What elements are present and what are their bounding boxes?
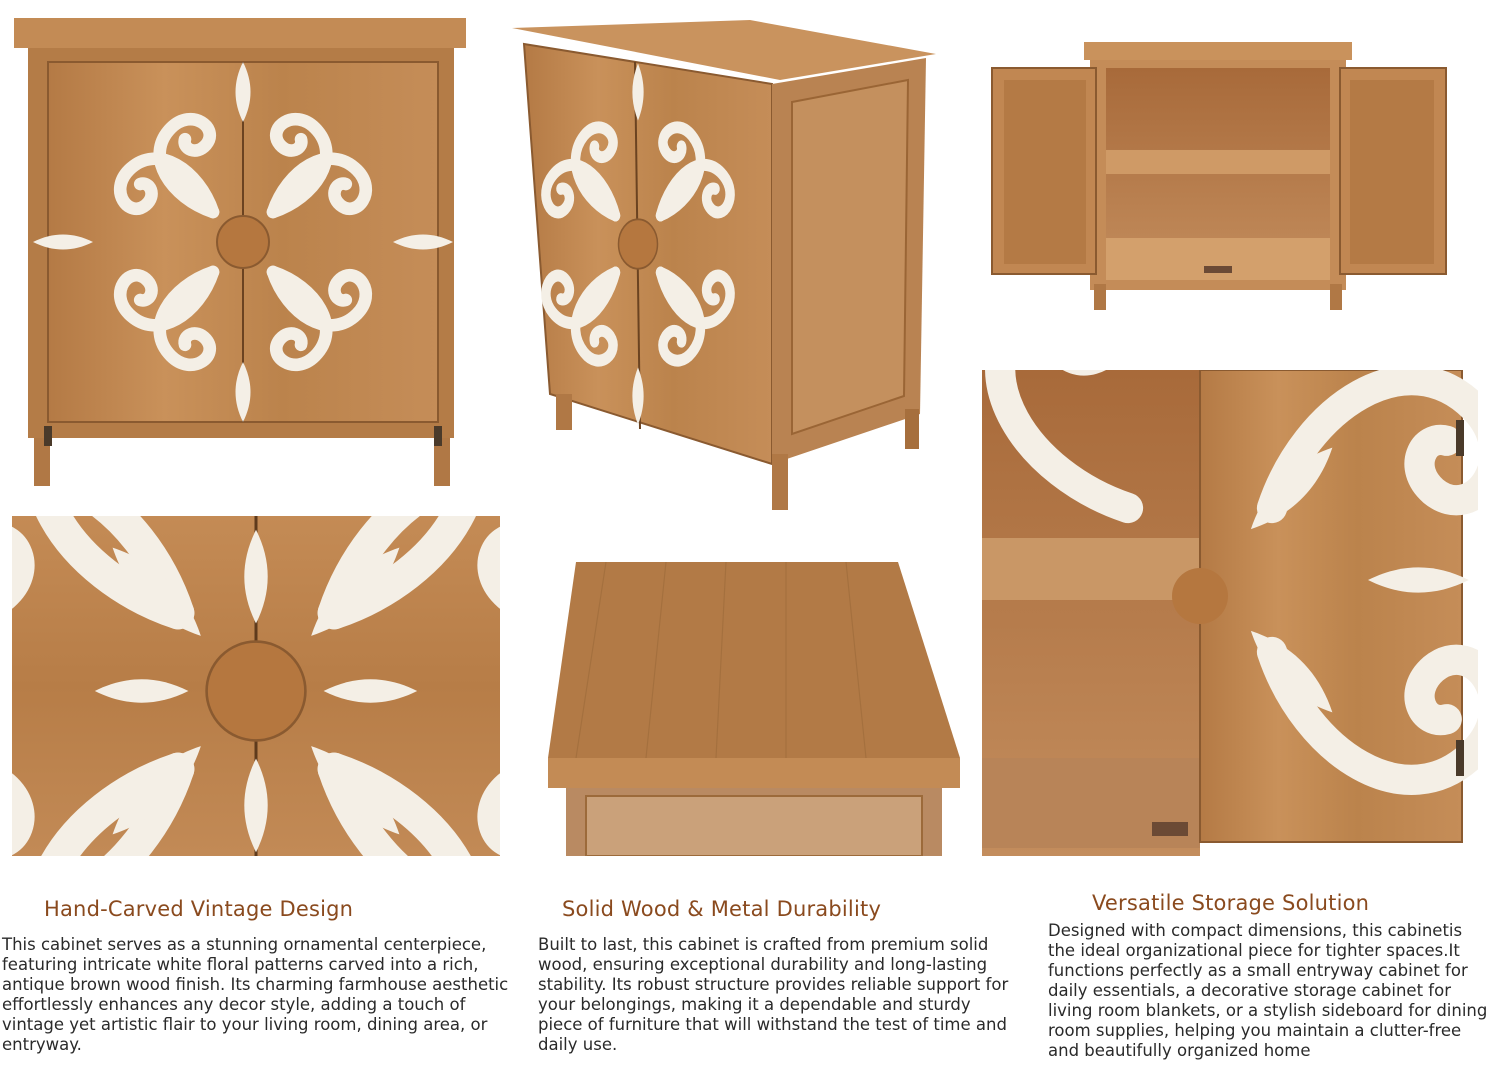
top-surface-photo [546,562,962,856]
cabinet-angled-photo [510,14,938,514]
feature-text-durability: Built to last, this cabinet is crafted from premium solid wood, ensuring exceptional durability and long-lasting stability. Its robust structure provides reliable support for your belongings, making it a dependable and sturdy piece of furniture that will withstand the test of time and daily use. [538,935,1009,1054]
feature-heading-design: Hand-Carved Vintage Design [44,897,354,921]
cabinet-front-photo [14,14,468,488]
feature-heading-durability: Solid Wood & Metal Durability [562,897,882,921]
feature-heading-storage: Versatile Storage Solution [1092,891,1370,915]
feature-text-storage: Designed with compact dimensions, this cabinetis the ideal organizational piece for tighter spaces.It functions perfectly as a small entryway cabinet for daily essentials, a decorative storage cabinet for living room blankets, or a stylish sideboard for dining room supplies, helping you maintain a clutter-free and beautifully organized home [1048,921,1488,1060]
interior-closeup-photo [982,370,1478,856]
cabinet-open-photo [990,38,1450,314]
carving-closeup-photo [12,516,500,856]
feature-text-design: This cabinet serves as a stunning ornamental centerpiece, featuring intricate white floral patterns carved into a rich, antique brown wood finish. Its charming farmhouse aesthetic effortlessly enhances any decor style, adding a touch of vintage yet artistic flair to your living room, dining area, or entryway. [2,935,509,1054]
